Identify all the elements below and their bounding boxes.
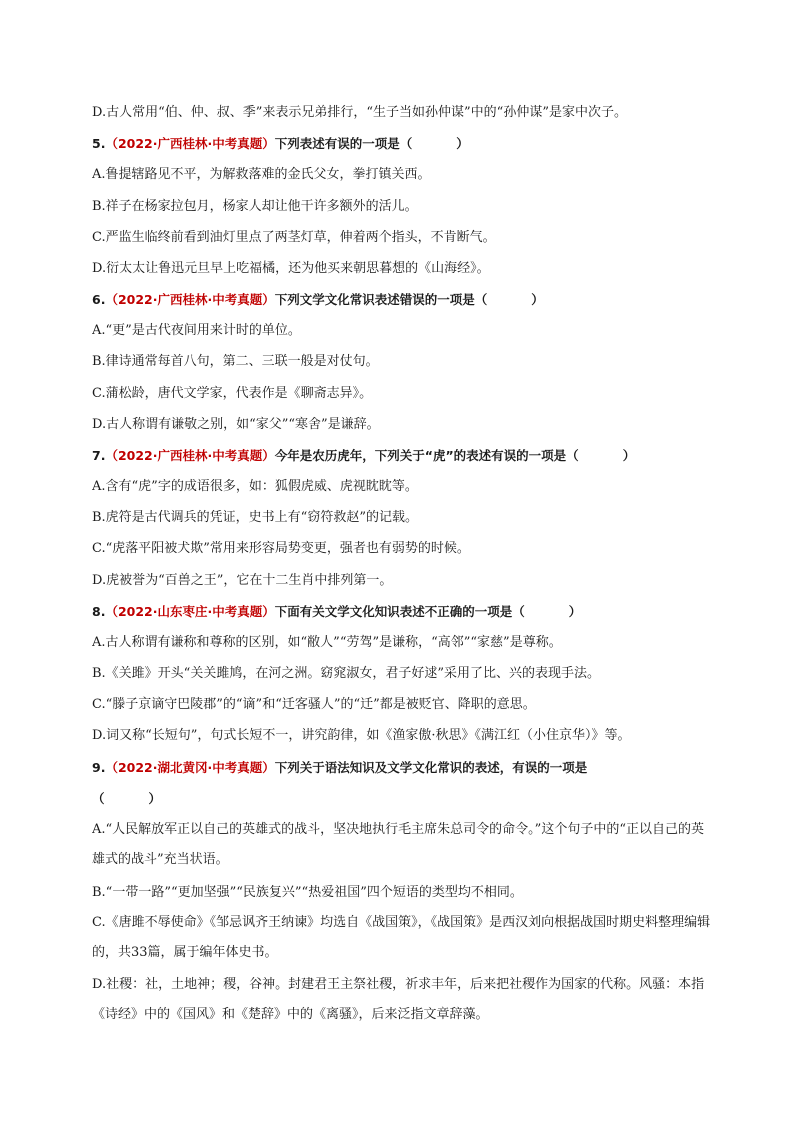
question-source: （2022·广西桂林·中考真题） <box>105 136 275 151</box>
question-9-option-d: D.社稷：社，土地神；稷，谷神。封建君王主祭社稷，祈求丰年，后来把社稷作为国家的代称。风骚：本指《诗经》中的《国风》和《楚辞》中的《离骚》，后来泛指文章辞藻。 <box>92 977 705 1022</box>
question-7-option-c: C.“虎落平阳被犬欺”常用来形容局势变更，强者也有弱势的时候。 <box>92 541 470 556</box>
question-number: 5. <box>92 136 106 151</box>
question-number: 8. <box>92 604 106 619</box>
question-8-heading <box>92 603 712 621</box>
question-7-option-a: A.含有“虎”字的成语很多，如：狐假虎威、虎视眈眈等。 <box>92 479 418 494</box>
question-source: （2022·广西桂林·中考真题） <box>105 448 275 463</box>
question-stem: 下列关于语法知识及文学文化常识的表述，有误的一项是 <box>274 760 588 775</box>
question-9-option-a: A.“人民解放军正以自己的英雄式的战斗，坚决地执行毛主席朱总司令的命令。”这个句子中的“正以自己的英雄式的战斗”充当状语。 <box>92 822 704 867</box>
question-stem: 下面有关文学文化知识表述不正确的一项是（ <box>274 604 525 619</box>
question-5-option-d: D.衍太太让鲁迅元旦早上吃福橘，还为他买来朝思暮想的《山海经》。 <box>92 261 490 276</box>
question-9-heading <box>92 759 712 777</box>
question-5-option-a: A.鲁提辖路见不平，为解救落难的金氏父女，拳打镇关西。 <box>92 167 431 182</box>
question-6-option-d: D.古人称谓有谦敬之别，如“家父”“寒舍”是谦辞。 <box>92 417 380 432</box>
question-number: 6. <box>92 292 106 307</box>
option-d-prev-question: D.古人常用“伯、仲、叔、季”来表示兄弟排行，“生子当如孙仲谋”中的“孙仲谋”是家中次子。 <box>92 105 627 120</box>
question-close: ） <box>456 136 469 151</box>
question-5-option-b: B.祥子在杨家拉包月，杨家人却让他干许多额外的活儿。 <box>92 199 418 214</box>
question-stem: 今年是农历虎年，下列关于“虎”的表述有误的一项是（ <box>274 448 579 463</box>
question-close: ） <box>622 448 636 463</box>
question-close: ） <box>568 604 582 619</box>
question-5-option-c: C.严监生临终前看到油灯里点了两茎灯草，伸着两个指头，不肯断气。 <box>92 230 496 245</box>
question-9-answer-parens <box>92 790 712 808</box>
question-6-option-c: C.蒲松龄，唐代文学家，代表作是《聊斋志异》。 <box>92 386 373 401</box>
question-7-option-d: D.虎被誉为“百兽之王”，它在十二生肖中排列第一。 <box>92 573 393 588</box>
question-source: （2022·广西桂林·中考真题） <box>105 292 275 307</box>
question-8-option-c: C.“滕子京谪守巴陵郡”的“谪”和“迁客骚人”的“迁”都是被贬官、降职的意思。 <box>92 697 536 712</box>
question-9-option-c: C.《唐雎不辱使命》《邹忌讽齐王纳谏》均选自《战国策》，《战国策》是西汉刘向根据战国时期史料整理编辑的，共33篇，属于编年体史书。 <box>92 915 711 960</box>
question-5-heading <box>92 135 712 153</box>
question-stem: 下列文学文化常识表述错误的一项是（ <box>274 292 488 307</box>
question-stem: 下列表述有误的一项是（ <box>274 136 413 151</box>
question-close: ） <box>148 791 162 806</box>
question-source: （2022·湖北黄冈·中考真题） <box>105 760 275 775</box>
question-7-heading <box>92 447 712 465</box>
question-6-option-b: B.律诗通常每首八句，第二、三联一般是对仗句。 <box>92 354 379 369</box>
question-open: （ <box>92 791 105 806</box>
question-source: （2022·山东枣庄·中考真题） <box>105 604 275 619</box>
question-number: 9. <box>92 760 106 775</box>
question-8-option-d: D.词又称“长短句”，句式长短不一，讲究韵律，如《渔家傲·秋思》《满江红（小住京华）》等。 <box>92 728 631 743</box>
question-7-option-b: B.虎符是古代调兵的凭证，史书上有“窃符救赵”的记载。 <box>92 510 418 525</box>
question-9-option-b: B.“一带一路”“更加坚强”“民族复兴”“热爱祖国”四个短语的类型均不相同。 <box>92 885 523 900</box>
question-8-option-b: B.《关雎》开头“关关雎鸠，在河之洲。窈窕淑女，君子好逑”采用了比、兴的表现手法。 <box>92 666 600 681</box>
question-8-option-a: A.古人称谓有谦称和尊称的区别，如“敝人”“劳驾”是谦称，“高邻”“家慈”是尊称。 <box>92 635 562 650</box>
question-6-option-a: A.“更”是古代夜间用来计时的单位。 <box>92 323 301 338</box>
question-6-heading <box>92 291 712 309</box>
question-number: 7. <box>92 448 106 463</box>
question-close: ） <box>531 292 544 307</box>
